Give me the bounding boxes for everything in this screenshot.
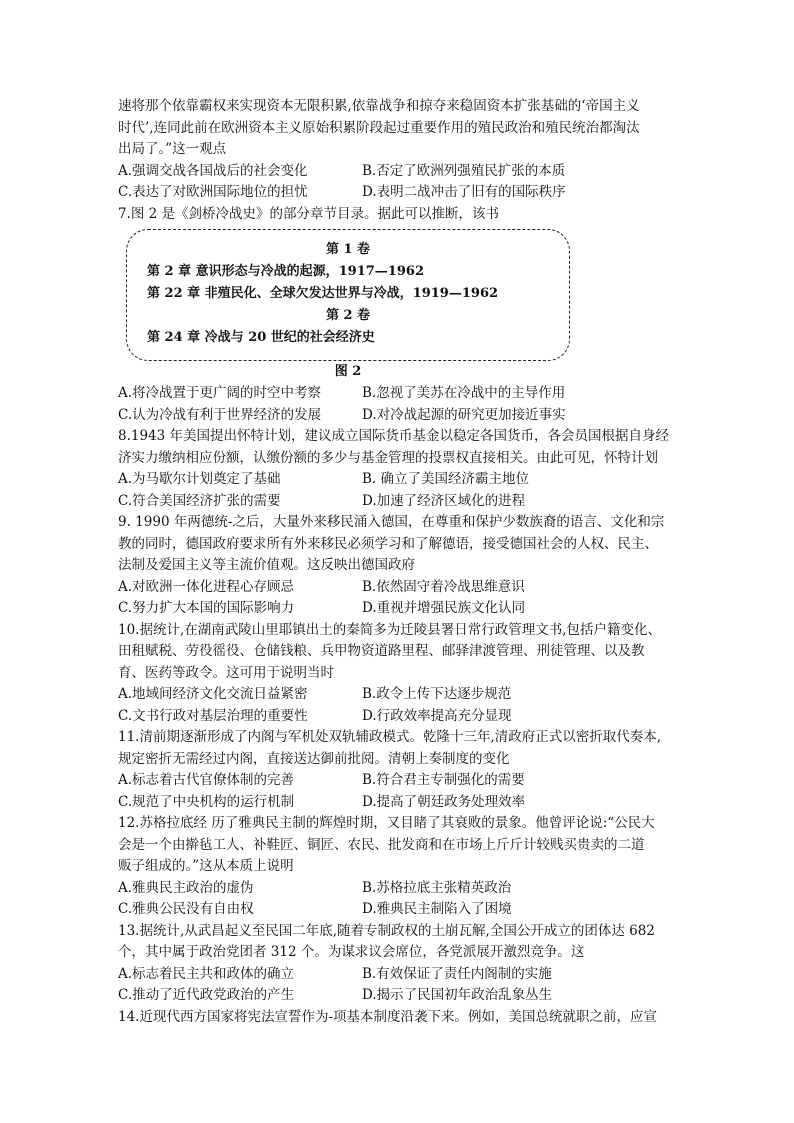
option-c: C.推动了近代政党政治的产生 — [118, 987, 295, 1003]
question-stem-line: 10.据统计,在湖南武陵山里耶镇出土的秦简多为迁陵县署日常行政管理文书,包括户籍变化、 — [118, 621, 662, 638]
option-d: D.重视并增强民族文化认同 — [362, 600, 526, 616]
option-a: A.标志着古代官僚体制的完善 — [118, 772, 295, 788]
option-b: B.政令上传下达逐步规范 — [362, 686, 512, 702]
figure-chapter-24: 第 24 章 冷战与 20 世纪的社会经济史 — [147, 330, 375, 345]
option-a: A.强调交战各国战后的社会变化 — [118, 162, 308, 179]
option-c: C.表达了对欧洲国际地位的担忧 — [118, 184, 308, 200]
question-14 — [118, 1007, 680, 1029]
question-10 — [118, 620, 680, 728]
option-b: B.有效保证了责任内阁制的实施 — [362, 965, 552, 982]
option-a: A.将冷战置于更广阔的时空中考察 — [118, 385, 322, 401]
question-11 — [118, 727, 680, 813]
question-12 — [118, 813, 680, 921]
figure-volume-1: 第 1 卷 — [325, 242, 371, 257]
question-stem-line: 时代’,连同此前在欧洲资本主义原始积累阶段起过重要作用的殖民政治和殖民统治都淘汰 — [118, 119, 640, 136]
exam-page — [118, 96, 680, 1028]
option-a: A.雅典民主政治的虚伪 — [118, 879, 254, 896]
option-row — [118, 770, 680, 792]
option-c: C.认为冷战有利于世界经济的发展 — [118, 406, 322, 423]
question-stem-line: 速将那个依靠霸权来实现资本无限积累,依靠战争和掠夺来稳固资本扩张基础的‘帝国主义 — [118, 98, 640, 114]
question-stem-line: 济实力缴纳相应份额，认缴份额的多少与基金管理的投票权直接相关。由此可见，怀特计划 — [118, 449, 658, 466]
question-stem-line: 9. 1990 年两德统-之后，大量外来移民涌入德国，在尊重和保护少数族裔的语言、文化和宗 — [118, 514, 665, 530]
option-row — [118, 469, 680, 491]
option-row — [118, 792, 680, 814]
option-row — [118, 598, 680, 620]
question-stem-line: 8.1943 年美国提出怀特计划，建议成立国际货币基金以稳定各国货币，各会员国根据自身经 — [118, 428, 670, 444]
question-stem-line: 出局了。”这一观点 — [118, 141, 227, 157]
option-row — [118, 684, 680, 706]
question-stem-line: 教的同时，德国政府要求所有外来移民必须学习和了解德语，接受德国社会的人权、民主、 — [118, 535, 658, 552]
question-stem-line: 7.图 2 是《剑桥冷战史》的部分章节目录。据此可以推断，该书 — [118, 205, 500, 222]
option-c: C.文书行政对基层治理的重要性 — [118, 707, 308, 724]
option-b: B.符合君主专制强化的需要 — [362, 772, 525, 788]
option-c: C.规范了中央机构的运行机制 — [118, 793, 295, 810]
option-c: C.雅典公民没有自由权 — [118, 901, 254, 917]
question-stem-line: 规定密折无需经过内阁，直接送达御前批阅。清朝上奏制度的变化 — [118, 750, 510, 767]
option-b: B.苏格拉底主张精英政治 — [362, 879, 512, 896]
option-b: B.否定了欧洲列强殖民扩张的本质 — [362, 162, 566, 179]
option-row — [118, 878, 680, 900]
figure-chapter-22: 第 22 章 非殖民化、全球欠发达世界与冷战，1919—1962 — [147, 286, 499, 301]
option-a: A.地域间经济文化交流日益紧密 — [118, 686, 308, 702]
option-d: D.提高了朝廷政务处理效率 — [362, 793, 526, 810]
figure-2-contents-box — [126, 229, 570, 361]
question-13 — [118, 921, 680, 1007]
option-d: D.揭示了民国初年政治乱象丛生 — [362, 987, 553, 1003]
figure-caption: 图 2 — [334, 364, 362, 379]
option-b: B.依然固守着冷战思维意识 — [362, 578, 525, 595]
question-stem-line: 贩子组成的。”这从本质上说明 — [118, 858, 294, 874]
question-7 — [118, 204, 680, 427]
option-c: C.努力扩大本国的国际影响力 — [118, 600, 295, 616]
option-d: D.加速了经济区域化的进程 — [362, 492, 526, 509]
option-row — [118, 985, 680, 1007]
option-row — [118, 491, 680, 513]
option-row — [118, 182, 680, 204]
option-b: B.忽视了美苏在冷战中的主导作用 — [362, 385, 566, 401]
option-row — [118, 706, 680, 728]
option-d: D.对冷战起源的研究更加接近事实 — [362, 406, 566, 423]
option-row — [118, 964, 680, 986]
question-stem-line: 个，其中属于政治党团者 312 个。为谋求议会席位，各党派展开激烈竞争。这 — [118, 944, 585, 960]
question-8 — [118, 426, 680, 512]
option-row — [118, 383, 680, 405]
question-stem-line: 13.据统计,从武昌起义至民国二年底,随着专制政权的土崩瓦解,全国公开成立的团体达 682 — [118, 922, 655, 939]
option-row — [118, 899, 680, 921]
question-stem-line: 法制及爱国主义等主流价值观。这反映出德国政府 — [118, 557, 415, 573]
question-stem-line: 14.近现代西方国家将宪法宣誓作为-项基本制度沿袭下来。例如，美国总统就职之前，应宣 — [118, 1008, 658, 1025]
figure-volume-2: 第 2 卷 — [325, 308, 371, 323]
option-row — [118, 161, 680, 183]
option-a: A.标志着民主共和政体的确立 — [118, 965, 295, 982]
figure-chapter-2: 第 2 章 意识形态与冷战的起源，1917—1962 — [147, 264, 424, 279]
option-b: B. 确立了美国经济霸主地位 — [362, 471, 530, 487]
option-a: A.为马歇尔计划奠定了基础 — [118, 471, 281, 487]
question-6 — [118, 96, 680, 204]
option-d: D.雅典民主制陷入了困境 — [362, 901, 512, 917]
option-row — [118, 577, 680, 599]
question-stem-line: 田租赋税、劳役徭役、仓储钱粮、兵甲物资道路里程、邮驿津渡管理、刑徒管理、以及教 — [118, 643, 645, 659]
option-a: A.对欧洲一体化进程心存顾忌 — [118, 578, 295, 595]
option-row — [118, 405, 680, 427]
question-stem-line: 育、医药等政令。这可用于说明当时 — [118, 664, 334, 681]
option-c: C.符合美国经济扩张的需要 — [118, 492, 281, 509]
question-stem-line: 12.苏格拉底经 历了雅典民主制的辉煌时期，又目睹了其衰败的景象。他曾评论说:“公民大 — [118, 815, 655, 831]
option-d: D.表明二战冲击了旧有的国际秩序 — [362, 184, 566, 200]
question-9 — [118, 512, 680, 620]
option-d: D.行政效率提高充分显现 — [362, 707, 512, 724]
question-stem-line: 会是一个由擀毡工人、补鞋匠、铜匠、农民、批发商和在市场上斤斤计较贱买贵卖的二道 — [118, 836, 645, 853]
question-stem-line: 11.清前期逐渐形成了内阁与军机处双轨辅政模式。乾隆十三年,清政府正式以密折取代奏本, — [118, 729, 662, 745]
